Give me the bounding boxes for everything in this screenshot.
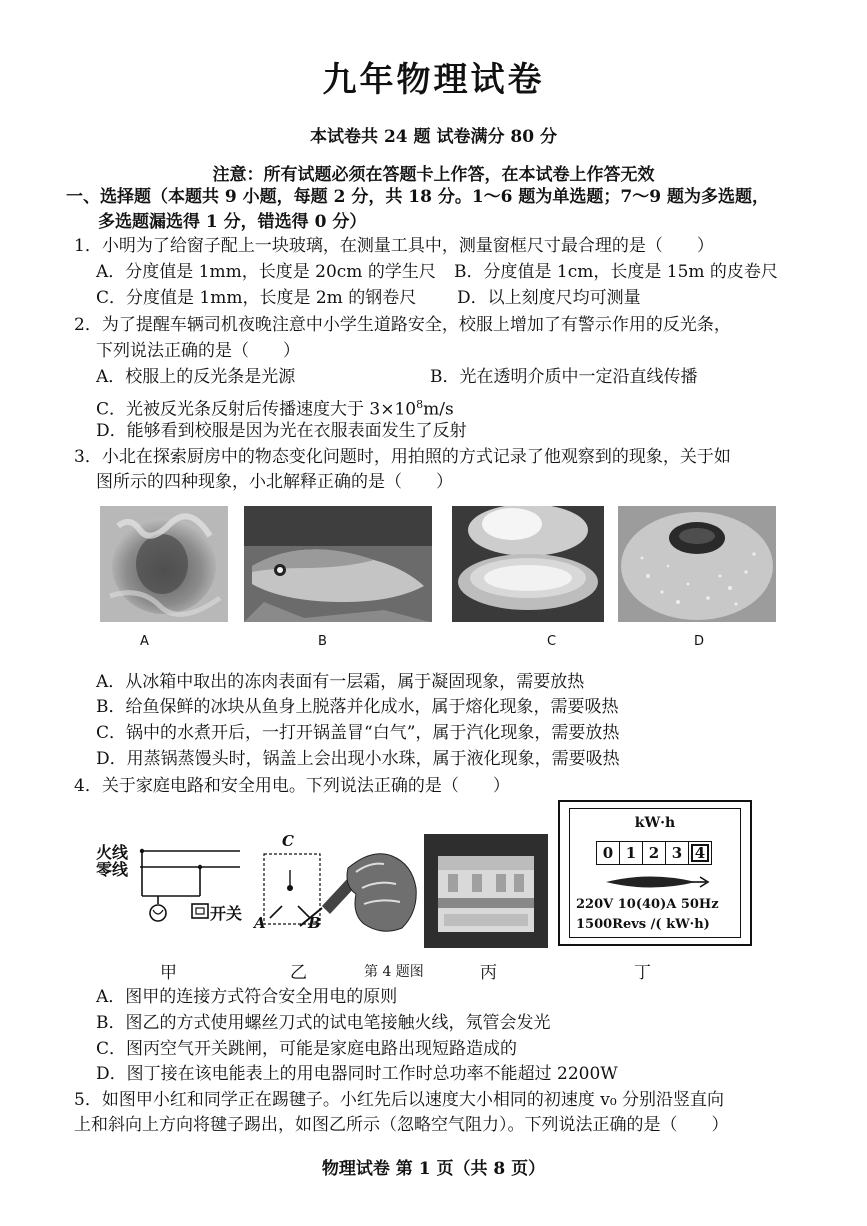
- meter-face: [569, 808, 741, 938]
- photo-caption-c: C: [547, 634, 557, 649]
- q4-option-c: C．图丙空气开关跳闸，可能是家庭电路出现短路造成的: [96, 1039, 518, 1059]
- q4-option-b: B．图乙的方式使用螺丝刀式的试电笔接触火线，氖管会发光: [96, 1013, 551, 1033]
- figure-caption-q4: 第 4 题图: [364, 964, 424, 980]
- q2-option-c: [96, 394, 454, 421]
- exam-subtitle: 本试卷共 24 题 试卷满分 80 分: [310, 127, 557, 147]
- q2-option-a: A．校服上的反光条是光源: [96, 367, 296, 387]
- q4-stem: 4．关于家庭电路和安全用电。下列说法正确的是（ ）: [74, 776, 510, 796]
- figure-yi-tester: [252, 828, 422, 938]
- q2-option-d: D．能够看到校服是因为光在衣服表面发生了反射: [96, 421, 467, 441]
- meter-digit: 1: [620, 842, 643, 864]
- q2-stem: 2．为了提醒车辆司机夜晚注意中小学生道路安全，校服上增加了有警示作用的反光条，: [74, 315, 731, 335]
- photo-caption-b: B: [318, 634, 327, 649]
- q2-option-c-text: C．光被反光条反射后传播速度大于 3×10: [96, 399, 417, 420]
- figure-label-yi: 乙: [290, 963, 307, 983]
- meter-spec-voltage: 220V 10(40)A 50Hz: [576, 897, 719, 912]
- figure-jia-circuit: [92, 840, 242, 930]
- meter-digit: 0: [597, 842, 620, 864]
- q3-option-a: A．从冰箱中取出的冻肉表面有一层霜，属于凝固现象，需要放热: [96, 672, 585, 692]
- q3-option-c: C．锅中的水煮开后，一打开锅盖冒“白气”，属于汽化现象，需要放热: [96, 723, 620, 743]
- exam-title: 九年物理试卷: [322, 60, 545, 100]
- figure-bing-air-switch: [424, 834, 548, 948]
- page-footer: 物理试卷 第 1 页（共 8 页）: [321, 1159, 546, 1179]
- figure-label-jia: 甲: [160, 963, 177, 983]
- q2-option-b: B．光在透明介质中一定沿直线传播: [430, 367, 698, 387]
- q1-option-d: D．以上刻度尺均可测量: [457, 288, 641, 308]
- meter-digit: 3: [666, 842, 689, 864]
- q1-option-b: B．分度值是 1cm，长度是 15m 的皮卷尺: [454, 262, 778, 282]
- section-heading-cont: 多选题漏选得 1 分，错选得 0 分）: [98, 212, 367, 232]
- meter-digits: [596, 841, 712, 865]
- photo-steaming-pot: [452, 506, 604, 622]
- meter-spec-revs: 1500Revs /( kW·h): [576, 917, 710, 932]
- q1-option-c: C．分度值是 1mm，长度是 2m 的钢卷尺: [96, 288, 417, 308]
- q1-stem: 1．小明为了给窗子配上一块玻璃，在测量工具中，测量窗框尺寸最合理的是（ ）: [74, 236, 714, 256]
- q4-option-d: D．图丁接在该电能表上的用电器同时工作时总功率不能超过 2200W: [96, 1064, 618, 1084]
- meter-unit: kW·h: [634, 815, 676, 831]
- section-heading: 一、选择题（本题共 9 小题，每题 2 分，共 18 分。1～6 题为单选题；7～9 题为多选题，: [66, 187, 769, 207]
- q2-stem-cont: 下列说法正确的是（ ）: [96, 341, 300, 361]
- q3-option-d: D．用蒸锅蒸馒头时，锅盖上会出现小水珠，属于液化现象，需要吸热: [96, 749, 620, 769]
- photo-caption-a: A: [140, 634, 149, 649]
- label-point-c: C: [282, 832, 294, 850]
- q3-stem: 3．小北在探索厨房中的物态变化问题时，用拍照的方式记录了他观察到的现象，关于如: [74, 447, 731, 467]
- meter-disc: [600, 873, 710, 891]
- label-point-b: B: [308, 914, 321, 932]
- q2-option-c-unit: m/s: [423, 399, 454, 420]
- meter-digit: 2: [643, 842, 666, 864]
- q3-option-b: B．给鱼保鲜的冰块从鱼身上脱落并化成水，属于熔化现象，需要吸热: [96, 697, 619, 717]
- label-point-a: A: [254, 914, 266, 932]
- label-fire-line: 火线: [96, 843, 129, 862]
- q2-option-c-exponent: 8: [416, 398, 424, 411]
- q5-stem: 5．如图甲小红和同学正在踢毽子。小红先后以速度大小相同的初速度 v₀ 分别沿竖直向: [74, 1090, 725, 1110]
- photo-lid-droplets: [618, 506, 776, 622]
- figure-ding-energy-meter: [558, 800, 752, 946]
- label-zero-line: 零线: [96, 860, 129, 879]
- label-switch: 开关: [210, 904, 243, 923]
- q5-stem-cont: 上和斜向上方向将毽子踢出，如图乙所示（忽略空气阻力）。下列说法正确的是（ ）: [74, 1115, 729, 1135]
- figure-label-bing: 丙: [480, 963, 497, 983]
- meter-digit-decimal: 4: [689, 842, 711, 864]
- q3-stem-cont: 图所示的四种现象，小北解释正确的是（ ）: [96, 472, 453, 492]
- photo-fish-on-ice: [244, 506, 432, 622]
- q1-option-a: A．分度值是 1mm，长度是 20cm 的学生尺: [96, 262, 436, 282]
- exam-notice: 注意：所有试题必须在答题卡上作答，在本试卷上作答无效: [212, 165, 655, 185]
- figure-label-ding: 丁: [634, 963, 651, 983]
- q4-option-a: A．图甲的连接方式符合安全用电的原则: [96, 987, 398, 1007]
- photo-caption-d: D: [694, 634, 705, 649]
- photo-frosted-meat: [100, 506, 228, 622]
